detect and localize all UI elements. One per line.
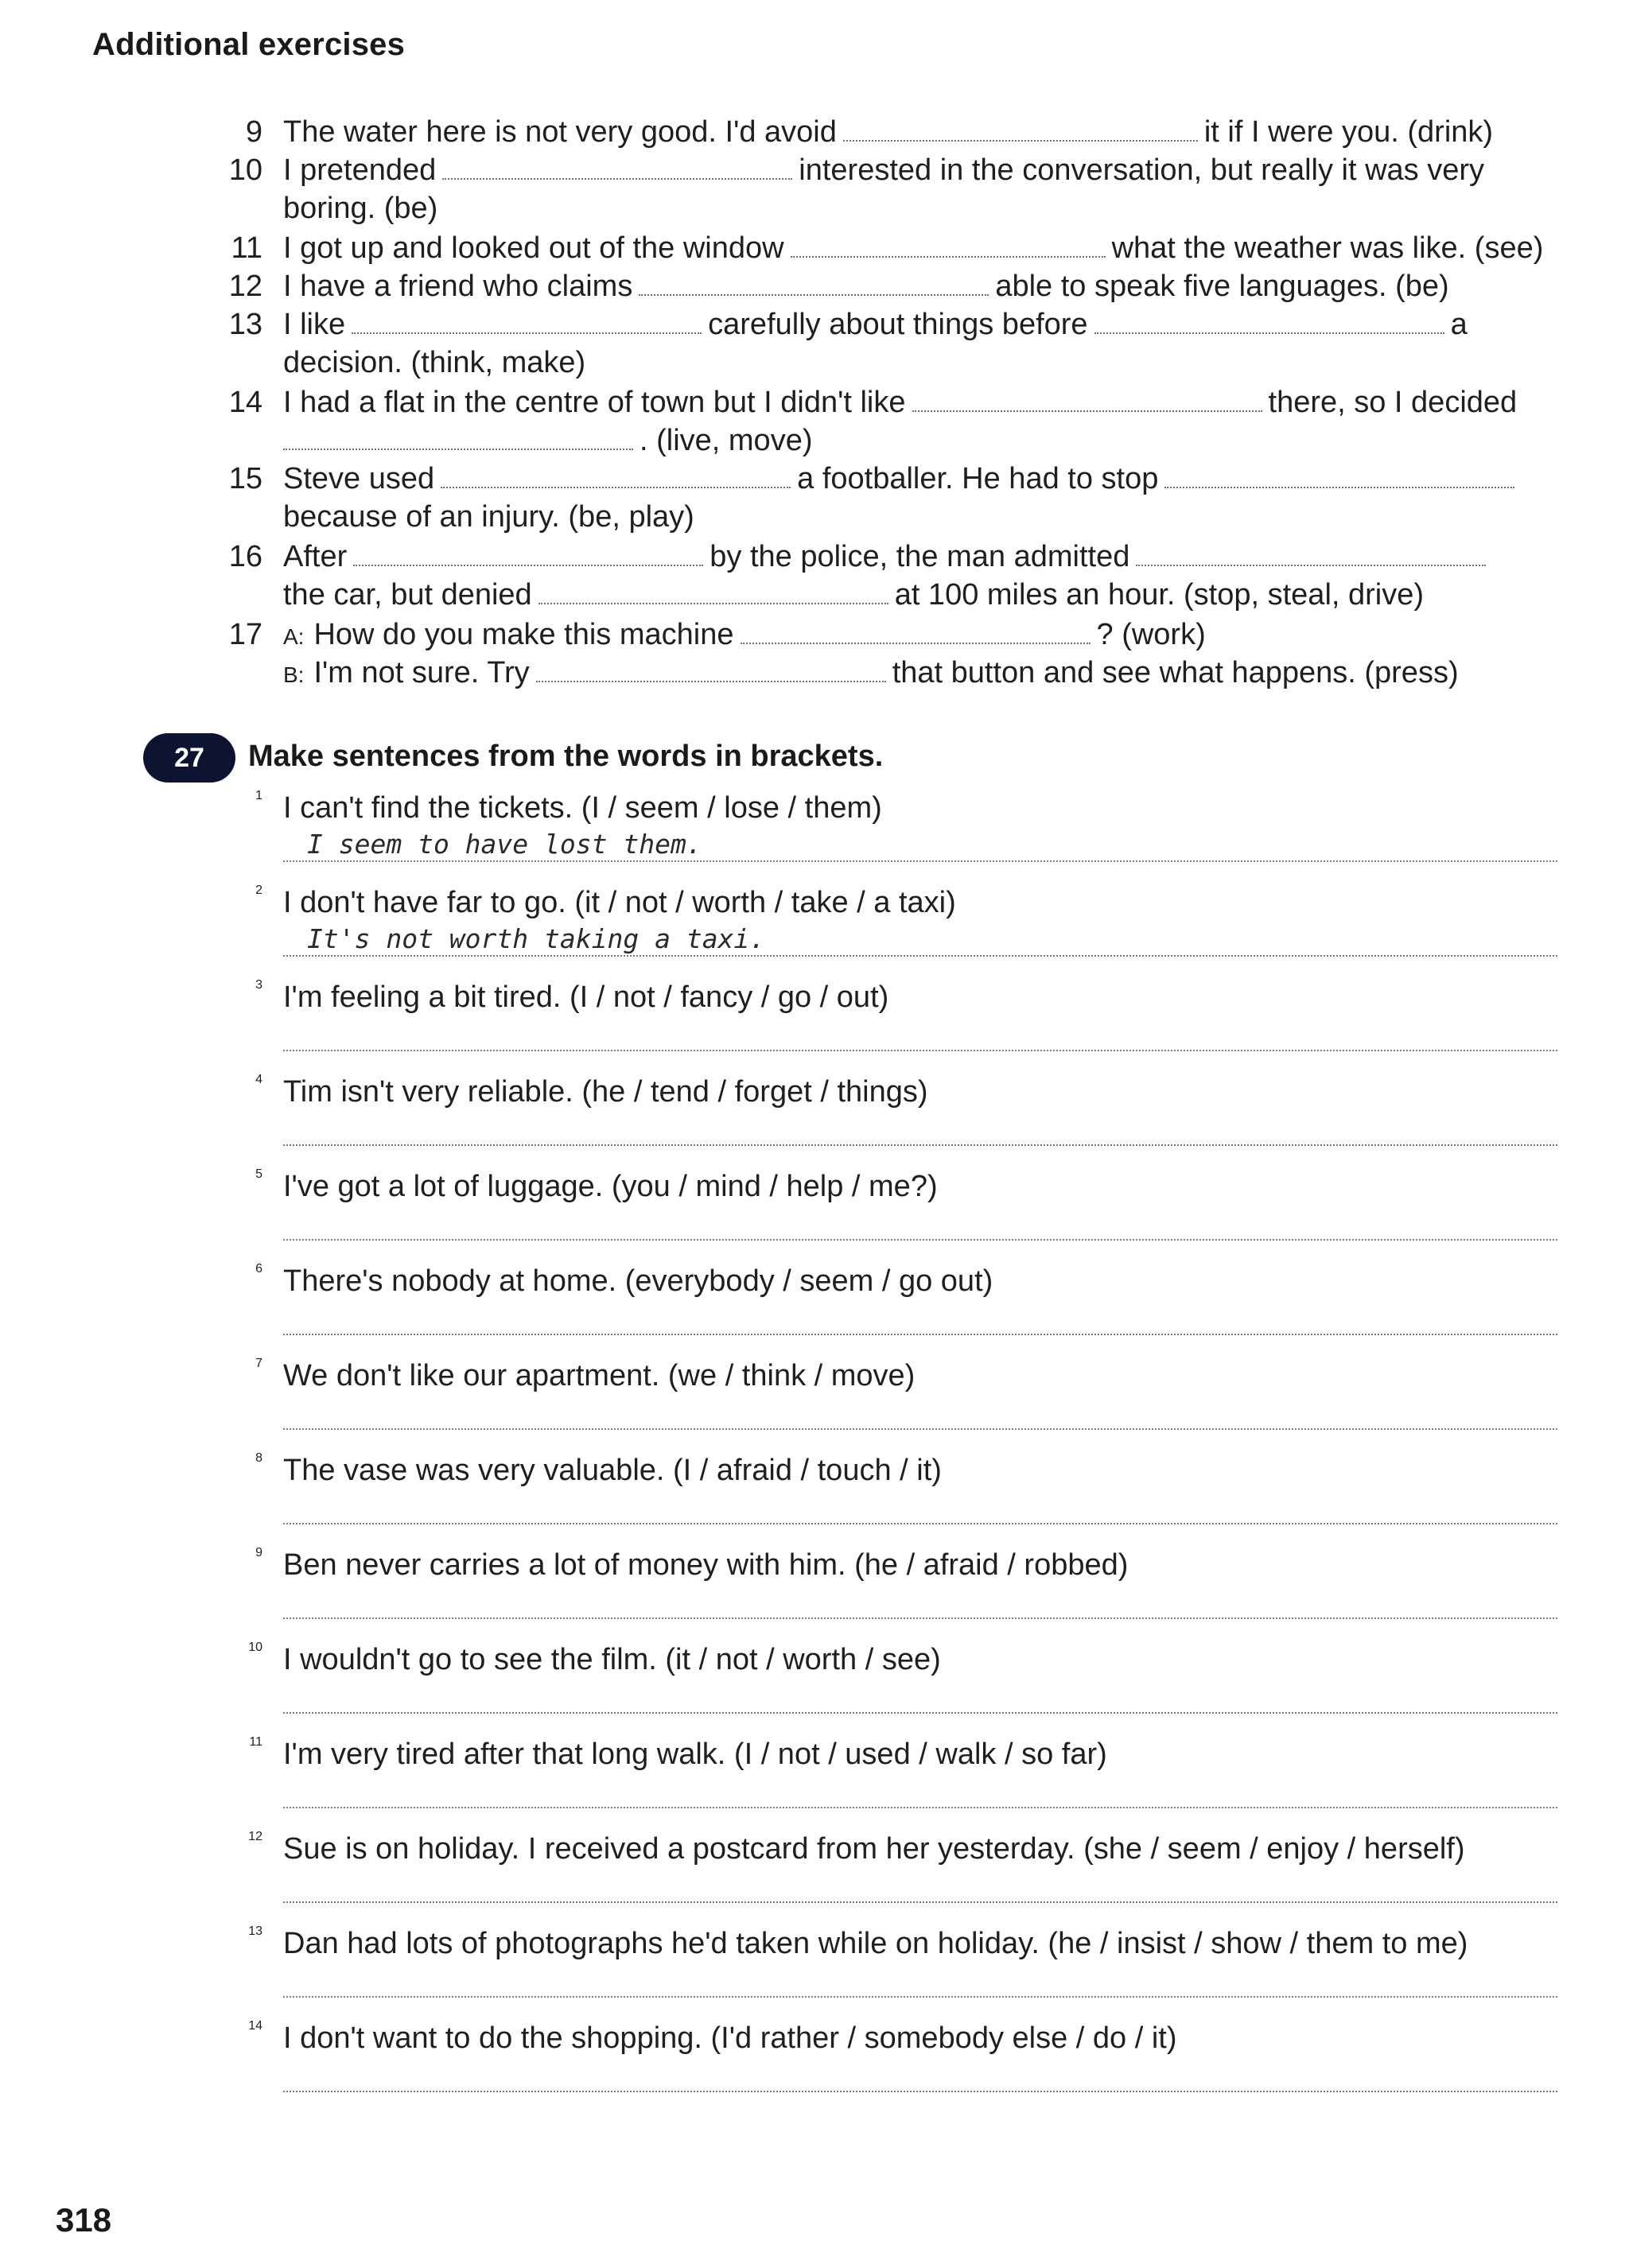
item-prompt: Sue is on holiday. I received a postcard from her yesterday. (she / seem / enjoy / herself) bbox=[283, 1832, 1465, 1866]
item-prompt: Tim isn't very reliable. (he / tend / forget / things) bbox=[283, 1075, 928, 1109]
page-number: 318 bbox=[56, 2201, 112, 2239]
item-number: 3 bbox=[255, 978, 262, 992]
exercise-item bbox=[255, 884, 1557, 977]
exercise-item bbox=[249, 1735, 1557, 1829]
answer-line[interactable] bbox=[283, 1111, 1557, 1146]
answer-line[interactable] bbox=[283, 1963, 1557, 1998]
line-text: able to speak five languages. (be) bbox=[995, 270, 1449, 303]
exercise-line bbox=[228, 305, 1557, 344]
line-text: it if I were you. (drink) bbox=[1203, 115, 1494, 149]
line-text: at 100 miles an hour. (stop, steal, drive) bbox=[894, 578, 1425, 612]
answer-line[interactable] bbox=[283, 1395, 1557, 1430]
line-text: How do you make this machine bbox=[313, 618, 734, 651]
item-number: 17 bbox=[228, 618, 262, 651]
answer-line[interactable] bbox=[283, 1016, 1557, 1051]
item-number: 10 bbox=[228, 153, 262, 187]
item-number: 12 bbox=[228, 270, 262, 303]
answer-blank[interactable] bbox=[536, 663, 886, 682]
exercise-line bbox=[228, 267, 1557, 305]
line-text: that button and see what happens. (press) bbox=[892, 656, 1459, 689]
exercise-item bbox=[255, 1262, 1557, 1356]
item-number: 1 bbox=[255, 789, 262, 802]
exercise-number-badge: 27 bbox=[143, 733, 235, 783]
speaker-label: A: bbox=[283, 624, 305, 649]
line-text: what the weather was like. (see) bbox=[1111, 231, 1544, 265]
item-number: 16 bbox=[228, 540, 262, 573]
item-number: 14 bbox=[248, 2019, 262, 2033]
item-prompt: I don't have far to go. (it / not / worth / take / a taxi) bbox=[283, 886, 956, 919]
line-text: ? (work) bbox=[1096, 618, 1206, 651]
answer-blank[interactable] bbox=[1164, 469, 1514, 488]
answer-blank[interactable] bbox=[283, 431, 633, 450]
item-number: 5 bbox=[255, 1167, 262, 1181]
line-text: decision. (think, make) bbox=[283, 346, 586, 379]
item-number: 14 bbox=[228, 386, 262, 419]
exercise-item bbox=[255, 1357, 1557, 1451]
answer-line[interactable] bbox=[283, 2057, 1557, 2092]
item-number: 11 bbox=[249, 1735, 262, 1749]
exercise-item bbox=[255, 1451, 1557, 1545]
exercise-instruction: Make sentences from the words in brackets. bbox=[248, 740, 884, 773]
exercise-item bbox=[255, 1167, 1557, 1261]
line-text: I have a friend who claims bbox=[283, 270, 633, 303]
exercise-line bbox=[283, 498, 1557, 536]
item-prompt: I've got a lot of luggage. (you / mind / help / me?) bbox=[283, 1170, 938, 1203]
exercise-line bbox=[228, 151, 1557, 189]
item-prompt: I can't find the tickets. (I / seem / lose / them) bbox=[283, 791, 882, 825]
exercise-item bbox=[255, 1546, 1557, 1640]
line-text: because of an injury. (be, play) bbox=[283, 500, 694, 534]
exercise-line bbox=[228, 460, 1557, 498]
answer-line[interactable] bbox=[283, 1679, 1557, 1714]
exercise-item bbox=[255, 1073, 1557, 1167]
item-number: 9 bbox=[255, 1546, 262, 1559]
answer-blank[interactable] bbox=[441, 469, 791, 488]
item-prompt: Ben never carries a lot of money with him. (he / afraid / robbed) bbox=[283, 1548, 1129, 1582]
answer-blank[interactable] bbox=[843, 122, 1198, 142]
item-number: 7 bbox=[255, 1357, 262, 1370]
item-number: 6 bbox=[255, 1262, 262, 1276]
line-text: I had a flat in the centre of town but I didn't like bbox=[283, 386, 906, 419]
answer-line[interactable] bbox=[283, 1584, 1557, 1619]
exercise-line bbox=[228, 538, 1557, 576]
line-text: boring. (be) bbox=[283, 192, 438, 225]
answer-blank[interactable] bbox=[442, 161, 792, 180]
answer-line[interactable] bbox=[283, 1489, 1557, 1524]
item-prompt: I'm very tired after that long walk. (I / not / used / walk / so far) bbox=[283, 1738, 1107, 1771]
item-number: 8 bbox=[255, 1451, 262, 1465]
exercise-line bbox=[283, 654, 1557, 692]
answer-line[interactable] bbox=[283, 1300, 1557, 1335]
line-text: After bbox=[283, 540, 348, 573]
answer-blank[interactable] bbox=[912, 393, 1262, 412]
answer-blank[interactable] bbox=[353, 547, 703, 566]
exercise-item bbox=[255, 789, 1557, 883]
answer-blank[interactable] bbox=[538, 585, 888, 604]
answer-blank[interactable] bbox=[1136, 547, 1486, 566]
answer-blank[interactable] bbox=[1094, 315, 1444, 334]
line-text: I like bbox=[283, 308, 346, 341]
line-text: . (live, move) bbox=[640, 424, 813, 457]
item-number: 13 bbox=[228, 308, 262, 341]
line-text: a footballer. He had to stop bbox=[797, 462, 1159, 495]
exercise-item bbox=[255, 978, 1557, 1072]
answer-blank[interactable] bbox=[639, 277, 989, 296]
speaker-label: B: bbox=[283, 662, 305, 687]
item-prompt: I wouldn't go to see the film. (it / not / worth / see) bbox=[283, 1643, 941, 1676]
item-number: 9 bbox=[245, 115, 262, 149]
exercise-line bbox=[228, 383, 1557, 421]
line-text: the car, but denied bbox=[283, 578, 532, 612]
line-text: I pretended bbox=[283, 153, 437, 187]
page-title: Additional exercises bbox=[92, 27, 406, 62]
item-number: 2 bbox=[255, 884, 262, 897]
exercise-line bbox=[231, 229, 1557, 267]
item-prompt: We don't like our apartment. (we / think / move) bbox=[283, 1359, 916, 1392]
item-number: 15 bbox=[228, 462, 262, 495]
line-text: by the police, the man admitted bbox=[710, 540, 1130, 573]
item-prompt: I'm feeling a bit tired. (I / not / fancy / go / out) bbox=[283, 981, 889, 1014]
item-number: 11 bbox=[231, 231, 262, 265]
answer-line[interactable] bbox=[283, 1868, 1557, 1903]
item-number: 12 bbox=[248, 1830, 262, 1843]
item-number: 13 bbox=[248, 1924, 262, 1938]
exercise-line bbox=[228, 616, 1557, 654]
line-text: I'm not sure. Try bbox=[313, 656, 530, 689]
line-text: I got up and looked out of the window bbox=[283, 231, 784, 265]
exercise-item bbox=[248, 1924, 1557, 2018]
answer-line[interactable]: I seem to have lost them. bbox=[283, 827, 1557, 862]
line-text: carefully about things before bbox=[708, 308, 1088, 341]
answer-line[interactable] bbox=[283, 1206, 1557, 1241]
exercise-item bbox=[248, 2019, 1557, 2113]
exercise-item bbox=[248, 1830, 1557, 1924]
exercise-line bbox=[283, 344, 1557, 382]
line-text: The water here is not very good. I'd avoid bbox=[283, 115, 837, 149]
line-text: a bbox=[1450, 308, 1468, 341]
answer-blank[interactable] bbox=[741, 625, 1091, 644]
item-prompt: Dan had lots of photographs he'd taken while on holiday. (he / insist / show / them to me) bbox=[283, 1927, 1468, 1960]
answer-line[interactable] bbox=[283, 1773, 1557, 1808]
item-prompt: The vase was very valuable. (I / afraid / touch / it) bbox=[283, 1454, 942, 1487]
exercise-line bbox=[245, 113, 1557, 151]
line-text: there, so I decided bbox=[1268, 386, 1518, 419]
answer-line[interactable]: It's not worth taking a taxi. bbox=[283, 922, 1557, 957]
exercise-line bbox=[283, 576, 1557, 614]
item-prompt: There's nobody at home. (everybody / seem / go out) bbox=[283, 1264, 993, 1298]
item-number: 4 bbox=[255, 1073, 262, 1086]
item-prompt: I don't want to do the shopping. (I'd rather / somebody else / do / it) bbox=[283, 2021, 1177, 2055]
answer-blank[interactable] bbox=[791, 239, 1106, 258]
exercise-item bbox=[248, 1641, 1557, 1734]
exercise-line bbox=[283, 189, 1557, 227]
line-text: interested in the conversation, but really it was very bbox=[799, 153, 1485, 187]
item-number: 10 bbox=[248, 1641, 262, 1654]
exercise-line bbox=[283, 421, 1557, 460]
line-text: Steve used bbox=[283, 462, 435, 495]
answer-blank[interactable] bbox=[352, 315, 702, 334]
